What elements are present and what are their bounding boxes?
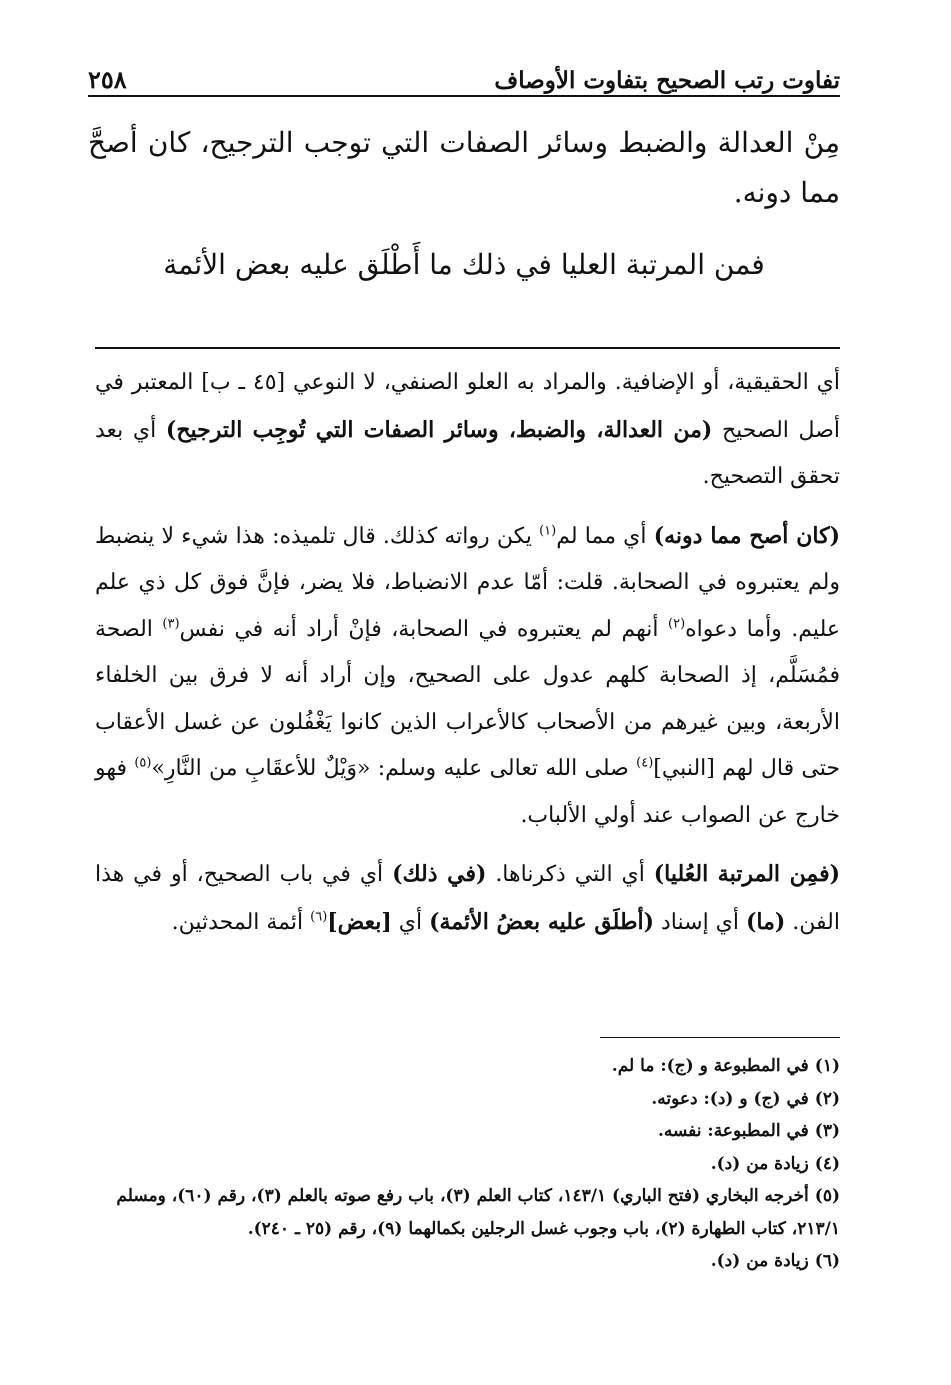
commentary-text-run: أي التي ذكرناها. (486, 862, 654, 887)
separator-rule (95, 347, 840, 349)
commentary-text-run: أي (391, 909, 430, 935)
commentary-text-run: أي في باب الصحيح، أو في هذا الفن. (95, 862, 840, 935)
footnote (100, 1148, 840, 1181)
commentary-text-run: أنهم لم يعتبروه في الصحابة، فإنْ أراد أنه في نفس (179, 616, 669, 642)
commentary-paragraph (95, 851, 840, 946)
footnote-text: أخرجه البخاري (فتح الباري) ١٤٣/١، كتاب العلم (٣)، باب رفع صوته بالعلم (٣)، رقم (٦٠)، ومسلم ٢١٣/١، كتاب الطهارة (٢)، باب وجوب غسل الرجلين بكمالهما (٩)، رقم (٢٥ ـ ٢٤٠). (116, 1186, 840, 1239)
matn-paragraph: مِنْ العدالة والضبط وسائر الصفات التي توجب الترجيح، كان أصحَّ مما دونه. (88, 126, 840, 209)
commentary-paragraph (95, 513, 840, 840)
footnote (100, 1050, 840, 1083)
footnote-marker[interactable]: (٣) (162, 616, 180, 632)
matn-text (88, 118, 840, 290)
footnote-marker[interactable]: (٥) (134, 755, 152, 771)
footnote-marker[interactable]: (٦) (310, 909, 328, 925)
page-number: ٢٥٨ (88, 65, 127, 94)
footnote (100, 1180, 840, 1245)
quoted-matn: (فمِن المرتبة العُليا) (653, 861, 841, 887)
footnote-rule (600, 1037, 840, 1038)
commentary-text-run: أي مما لم (556, 523, 654, 549)
running-title: تفاوت رتب الصحيح بتفاوت الأوصاف (494, 67, 840, 94)
quoted-matn: (أطلَق عليه بعضُ الأئمة) (429, 908, 654, 935)
footnote-number: (٥) (814, 1186, 840, 1206)
footnote (100, 1245, 840, 1278)
footnote-number: (٢) (814, 1088, 840, 1109)
footnote-number: (٤) (814, 1153, 840, 1174)
footnote (100, 1115, 840, 1148)
footnotes (100, 1050, 840, 1278)
commentary-text-run: فهو خارج عن الصواب عند أولي الألباب. (95, 756, 840, 828)
footnote-number: (٦) (814, 1251, 840, 1271)
commentary-text-run: الصحة فمُسَلَّم، إذ الصحابة كلهم عدول على الصحيح، وإن أراد أنه لا فرق بين الخلفاء الأربعة، وبين غيرهم من الأصحاب كالأعراب الذين كانوا يَغْفُلون عن غسل الأعقاب حتى قال لهم [النبي] (95, 616, 840, 781)
footnote-text: زيادة من (د). (710, 1153, 809, 1174)
commentary-text-run: صلى الله تعالى عليه وسلم: «وَيْلٌ للأعقَابِ من النَّارِ» (151, 756, 637, 781)
commentary-paragraph (95, 360, 840, 501)
footnote (100, 1083, 840, 1116)
footnote-text: في المطبوعة: نفسه. (657, 1121, 809, 1141)
commentary-text-run: يكن رواته كذلك. قال تلميذه: هذا شيء لا ينضبط ولم يعتبروه في الصحابة. قلت: أمّا عدم الانضباط، فلا يضر، فإنَّ فوق كل ذي علم عليم. وأما دعواه (95, 523, 840, 642)
quoted-matn: (كان أصح مما دونه) (653, 522, 841, 549)
footnote-marker[interactable]: (٤) (636, 755, 654, 771)
commentary-text-run: أئمة المحدثين. (171, 909, 311, 935)
footnote-number: (١) (814, 1056, 840, 1076)
footnote-text: في المطبوعة و (ج): ما لم. (611, 1056, 809, 1076)
quoted-matn: (من العدالة، والضبط، وسائر الصفات التي تُوجِب الترجيح) (165, 416, 713, 443)
quoted-matn: (في ذلك) (392, 861, 487, 887)
footnote-text: زيادة من (د). (710, 1251, 809, 1271)
page-header (88, 56, 840, 94)
footnote-marker[interactable]: (٢) (668, 616, 686, 632)
commentary-text-run: أي إسناد (654, 909, 746, 935)
quoted-matn: [بعض] (327, 908, 392, 935)
quoted-matn: (ما) (746, 908, 786, 935)
matn-paragraph: فمن المرتبة العليا في ذلك ما أَطْلَق عليه بعض الأئمة (163, 248, 765, 281)
footnote-marker[interactable]: (١) (539, 523, 557, 539)
header-rule (88, 95, 840, 97)
footnote-number: (٣) (814, 1121, 840, 1141)
commentary-text-run: أي بعد تحقق التصحيح. (95, 417, 840, 489)
commentary-text (95, 360, 840, 958)
commentary-text-run: أي الحقيقية، أو الإضافية. والمراد به العلو الصنفي، لا النوعي [٤٥ ـ ب] المعتبر في أصل الصحيح (95, 370, 841, 443)
footnote-text: في (ج) و (د): دعوته. (651, 1088, 809, 1109)
